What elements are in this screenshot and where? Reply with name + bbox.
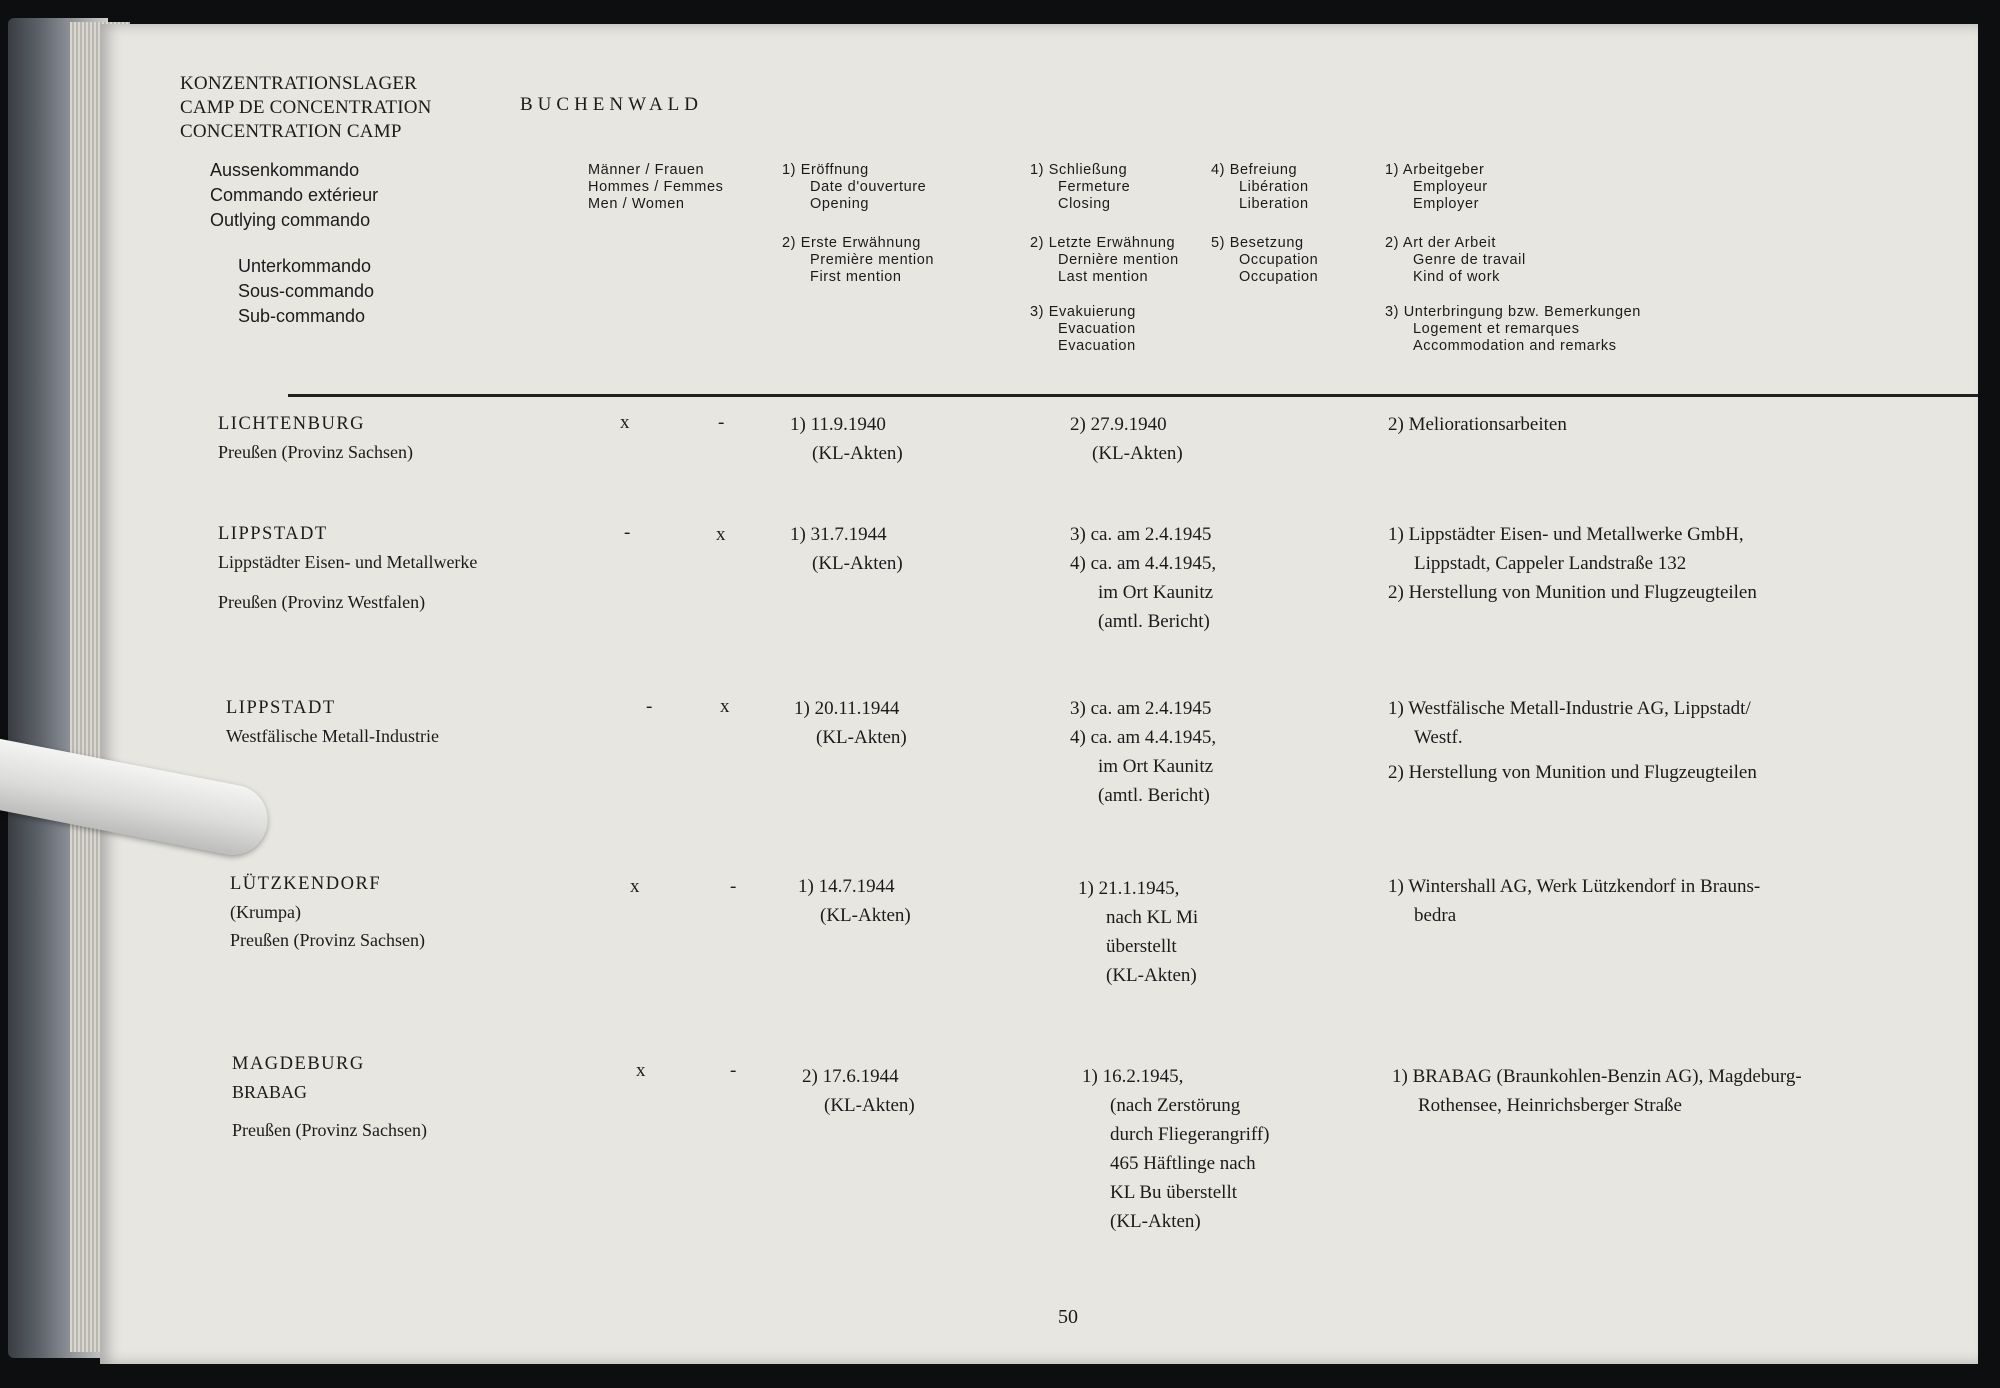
opening-en: Opening	[810, 196, 870, 212]
employer-fr: Employeur	[1413, 179, 1488, 195]
evacuation-header	[1030, 304, 1136, 355]
closing-line: (KL-Akten)	[1110, 1211, 1201, 1232]
kind-of-work-header	[1385, 235, 1526, 286]
employer-de: 1) Arbeitgeber	[1385, 162, 1485, 178]
liberation-header	[1211, 162, 1309, 213]
list-item	[232, 1050, 427, 1144]
list-item	[230, 870, 425, 954]
accommodation-header	[1385, 304, 1641, 355]
women-mark: -	[718, 412, 725, 433]
closing-line: im Ort Kaunitz	[1098, 756, 1214, 777]
men-mark: -	[646, 696, 653, 717]
subcamp-detail: Preußen (Provinz Sachsen)	[232, 1120, 427, 1140]
opening-line: 1) 31.7.1944	[790, 524, 887, 545]
closing-line: 4) ca. am 4.4.1945,	[1070, 727, 1217, 748]
men-mark: x	[630, 876, 640, 897]
closing-line: 2) 27.9.1940	[1070, 414, 1167, 435]
accommodation-de: 3) Unterbringung bzw. Bemerkungen	[1385, 304, 1641, 320]
women-mark: x	[720, 696, 730, 717]
subcamp-name: LIPPSTADT	[226, 698, 336, 718]
camp-type-de: KONZENTRATIONSLAGER	[180, 73, 418, 94]
work-cell	[1388, 410, 1567, 439]
camp-type-en: CONCENTRATION CAMP	[180, 121, 402, 142]
sub-de: Unterkommando	[238, 256, 372, 276]
closing-line: 1) 16.2.1945,	[1082, 1066, 1184, 1087]
occupation-de: 5) Besetzung	[1211, 235, 1304, 251]
last-mention-de: 2) Letzte Erwähnung	[1030, 235, 1176, 251]
gender-fr: Hommes / Femmes	[588, 179, 724, 195]
list-item	[218, 520, 477, 616]
closing-cell	[1070, 410, 1183, 468]
work-line: Rothensee, Heinrichsberger Straße	[1418, 1095, 1682, 1116]
opening-cell	[798, 872, 911, 930]
accommodation-fr: Logement et remarques	[1413, 321, 1580, 337]
women-mark: -	[730, 1060, 737, 1081]
gender-de: Männer / Frauen	[588, 162, 705, 178]
work-cell	[1388, 872, 1760, 930]
opening-line: (KL-Akten)	[824, 1095, 915, 1116]
closing-cell	[1070, 694, 1216, 810]
opening-line: (KL-Akten)	[812, 553, 903, 574]
last-mention-header	[1030, 235, 1179, 286]
women-mark: x	[716, 524, 726, 545]
first-mention-header	[782, 235, 934, 286]
opening-cell	[790, 520, 903, 578]
sub-en: Sub-commando	[238, 306, 366, 326]
outlying-fr: Commando extérieur	[210, 185, 379, 205]
closing-line: 1) 21.1.1945,	[1078, 878, 1180, 899]
gender-header	[588, 162, 724, 213]
kind-of-work-fr: Genre de travail	[1413, 252, 1526, 268]
closing-fr: Fermeture	[1058, 179, 1131, 195]
employer-en: Employer	[1413, 196, 1480, 212]
camp-name: BUCHENWALD	[520, 94, 703, 115]
liberation-de: 4) Befreiung	[1211, 162, 1298, 178]
work-cell	[1388, 520, 1757, 607]
kind-of-work-de: 2) Art der Arbeit	[1385, 235, 1496, 251]
opening-line: 1) 20.11.1944	[794, 698, 900, 719]
gender-en: Men / Women	[588, 196, 685, 212]
page-number: 50	[1058, 1306, 1078, 1328]
closing-line: überstellt	[1106, 936, 1177, 957]
work-line: 1) Westfälische Metall-Industrie AG, Lippstadt/	[1388, 698, 1751, 719]
subcamp-detail: (Krumpa)	[230, 902, 301, 922]
occupation-header	[1211, 235, 1318, 286]
opening-line: (KL-Akten)	[812, 443, 903, 464]
sub-commando-label	[238, 254, 374, 329]
sub-fr: Sous-commando	[238, 281, 375, 301]
last-mention-fr: Dernière mention	[1058, 252, 1179, 268]
opening-fr: Date d'ouverture	[810, 179, 927, 195]
evacuation-de: 3) Evakuierung	[1030, 304, 1136, 320]
closing-line: 465 Häftlinge nach	[1110, 1153, 1256, 1174]
last-mention-en: Last mention	[1058, 269, 1149, 285]
closing-line: nach KL Mi	[1106, 907, 1199, 928]
closing-line: 3) ca. am 2.4.1945	[1070, 698, 1212, 719]
closing-line: im Ort Kaunitz	[1098, 582, 1214, 603]
women-mark: -	[730, 876, 737, 897]
first-mention-de: 2) Erste Erwähnung	[782, 235, 921, 251]
work-line: Westf.	[1414, 727, 1463, 748]
closing-line: (amtl. Bericht)	[1098, 785, 1210, 806]
men-mark: -	[624, 522, 631, 543]
work-line: 1) Lippstädter Eisen- und Metallwerke GmbH,	[1388, 524, 1744, 545]
subcamp-detail: BRABAG	[232, 1082, 308, 1102]
first-mention-fr: Première mention	[810, 252, 935, 268]
work-line: 2) Meliorationsarbeiten	[1388, 414, 1567, 435]
work-line: 2) Herstellung von Munition und Flugzeugteilen	[1388, 582, 1757, 603]
subcamp-detail: Westfälische Metall-Industrie	[226, 726, 439, 746]
work-line: bedra	[1414, 905, 1457, 926]
subcamp-detail: Lippstädter Eisen- und Metallwerke	[218, 552, 478, 572]
opening-cell	[794, 694, 907, 752]
accommodation-en: Accommodation and remarks	[1413, 338, 1617, 354]
closing-line: (KL-Akten)	[1092, 443, 1183, 464]
liberation-en: Liberation	[1239, 196, 1309, 212]
closing-line: 3) ca. am 2.4.1945	[1070, 524, 1212, 545]
outlying-commando-label	[210, 158, 378, 233]
closing-line: (amtl. Bericht)	[1098, 611, 1210, 632]
men-mark: x	[636, 1060, 646, 1081]
opening-line: 2) 17.6.1944	[802, 1066, 899, 1087]
camp-type-fr: CAMP DE CONCENTRATION	[180, 97, 432, 118]
opening-cell	[790, 410, 903, 468]
evacuation-en: Evacuation	[1058, 338, 1136, 354]
employer-header	[1385, 162, 1488, 213]
opening-line: 1) 11.9.1940	[790, 414, 886, 435]
closing-line: 4) ca. am 4.4.1945,	[1070, 553, 1217, 574]
opening-cell	[802, 1062, 915, 1120]
work-cell	[1388, 694, 1757, 787]
occupation-en: Occupation	[1239, 269, 1319, 285]
work-line: 1) BRABAG (Braunkohlen-Benzin AG), Magdeburg-	[1392, 1066, 1802, 1087]
closing-line: (nach Zerstörung	[1110, 1095, 1241, 1116]
subcamp-name: LÜTZKENDORF	[230, 874, 382, 894]
outlying-en: Outlying commando	[210, 210, 371, 230]
closing-line: KL Bu überstellt	[1110, 1182, 1237, 1203]
work-line: 1) Wintershall AG, Werk Lützkendorf in Brauns-	[1388, 876, 1761, 897]
closing-header	[1030, 162, 1130, 213]
subcamp-detail: Preußen (Provinz Sachsen)	[218, 442, 413, 462]
list-item	[226, 694, 439, 750]
work-line: 2) Herstellung von Munition und Flugzeugteilen	[1388, 762, 1757, 783]
subcamp-detail: Preußen (Provinz Sachsen)	[230, 930, 425, 950]
closing-line: (KL-Akten)	[1106, 965, 1197, 986]
subcamp-detail: Preußen (Provinz Westfalen)	[218, 592, 426, 612]
work-cell	[1392, 1062, 1802, 1120]
closing-cell	[1070, 520, 1216, 636]
right-edge	[1978, 0, 2000, 1388]
work-line: Lippstadt, Cappeler Landstraße 132	[1414, 553, 1687, 574]
outlying-de: Aussenkommando	[210, 160, 360, 180]
camp-type-heading	[180, 72, 432, 144]
opening-header	[782, 162, 926, 213]
opening-line: (KL-Akten)	[820, 905, 911, 926]
header-divider	[288, 394, 2000, 397]
liberation-fr: Libération	[1239, 179, 1309, 195]
opening-line: 1) 14.7.1944	[798, 876, 895, 897]
closing-cell	[1082, 1062, 1270, 1236]
opening-de: 1) Eröffnung	[782, 162, 869, 178]
closing-de: 1) Schließung	[1030, 162, 1128, 178]
closing-cell	[1078, 874, 1198, 990]
opening-line: (KL-Akten)	[816, 727, 907, 748]
men-mark: x	[620, 412, 630, 433]
list-item	[218, 410, 413, 466]
evacuation-fr: Evacuation	[1058, 321, 1136, 337]
occupation-fr: Occupation	[1239, 252, 1319, 268]
closing-line: durch Fliegerangriff)	[1110, 1124, 1270, 1145]
kind-of-work-en: Kind of work	[1413, 269, 1500, 285]
document-page	[100, 24, 1980, 1364]
first-mention-en: First mention	[810, 269, 902, 285]
subcamp-name: MAGDEBURG	[232, 1054, 365, 1074]
subcamp-name: LIPPSTADT	[218, 524, 328, 544]
subcamp-name: LICHTENBURG	[218, 414, 366, 434]
closing-en: Closing	[1058, 196, 1111, 212]
